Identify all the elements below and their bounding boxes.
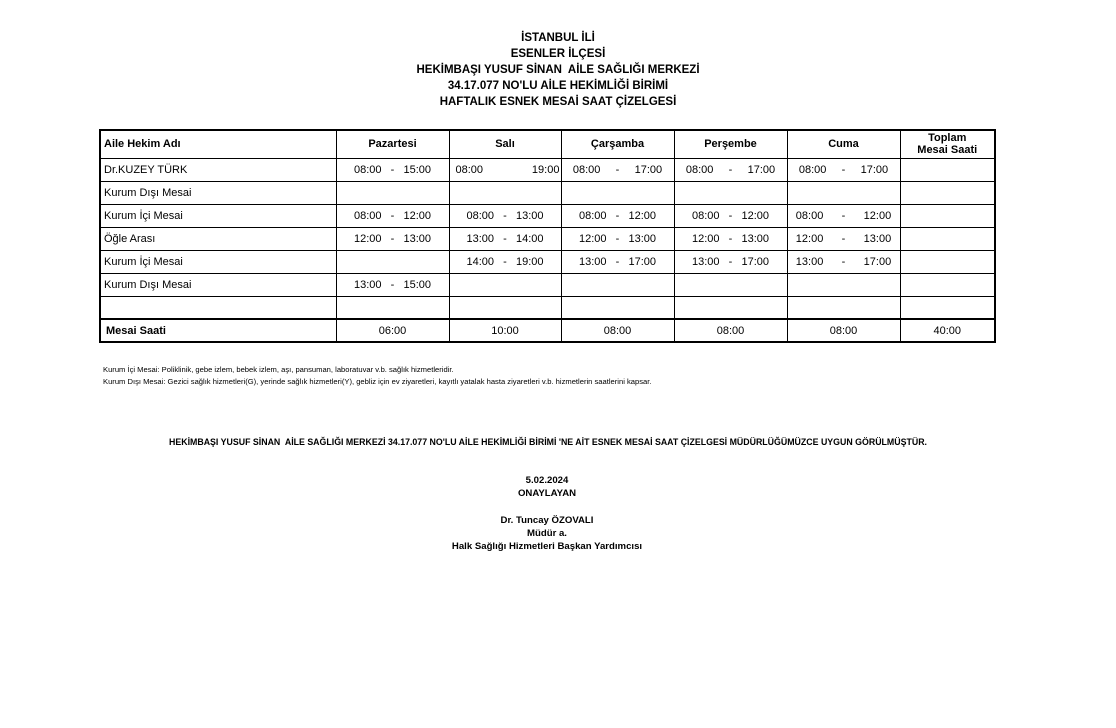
table-cell (449, 273, 561, 296)
header-health-center: HEKİMBAŞI YUSUF SİNAN AİLE SAĞLIĞI MERKEZİ (416, 64, 700, 76)
column-header-monday: Pazartesi (336, 130, 449, 158)
schedule-table (99, 129, 996, 343)
total-cell: 40:00 (900, 319, 995, 342)
row-label: Kurum İçi Mesai (100, 250, 336, 273)
total-cell: 08:00 (674, 319, 787, 342)
total-cell: 08:00 (787, 319, 900, 342)
signature-block (0, 474, 1094, 553)
table-cell (787, 296, 900, 319)
signer-name: Dr. Tuncay ÖZOVALI (500, 515, 594, 526)
row-label: Dr.KUZEY TÜRK (100, 158, 336, 181)
table-cell: 12:00 - 13:00 (561, 227, 674, 250)
signer-position: Halk Sağlığı Hizmetleri Başkan Yardımcısı (451, 541, 643, 552)
footnote-external-hours: Kurum Dışı Mesai: Gezici sağlık hizmetleri(G), yerinde sağlık hizmetleri(Y), gebliz için ev ziyaretleri, kayıtlı yatalak hasta ziyaretleri v.b. hizmetlerin saatlerini kapsar. (103, 377, 652, 386)
table-cell: 08:00 - 12:00 (561, 204, 674, 227)
row-label: Öğle Arası (100, 227, 336, 250)
table-cell (449, 181, 561, 204)
table-cell (674, 181, 787, 204)
approval-statement: HEKİMBAŞI YUSUF SİNAN AİLE SAĞLIĞI MERKEZİ 34.17.077 NO'LU AİLE HEKİMLİĞİ BİRİMİ 'NE AİT ESNEK MESAİ SAAT ÇİZELGESİ MÜDÜRLÜĞÜMÜZCE UYGUN GÖRÜLMÜŞTÜR. (169, 437, 927, 447)
header-unit: 34.17.077 NO'LU AİLE HEKİMLİĞİ BİRİMİ (447, 80, 669, 92)
table-cell: 08:00 - 12:00 (787, 204, 900, 227)
column-header-tuesday: Salı (449, 130, 561, 158)
table-cell: 08:00 - 13:00 (449, 204, 561, 227)
table-cell (787, 273, 900, 296)
row-label: Kurum Dışı Mesai (100, 273, 336, 296)
approver-role: ONAYLAYAN (517, 488, 577, 499)
table-row (100, 204, 995, 227)
table-cell (336, 250, 449, 273)
table-cell: 13:00 - 14:00 (449, 227, 561, 250)
table-cell: 08:00 - 15:00 (336, 158, 449, 181)
footnotes (103, 364, 651, 388)
table-cell: 12:00 - 13:00 (787, 227, 900, 250)
table-cell: 08:00 19:00 (449, 158, 561, 181)
total-cell: 06:00 (336, 319, 449, 342)
signer-title: Müdür a. (527, 528, 567, 539)
row-label: Kurum Dışı Mesai (100, 181, 336, 204)
column-header-thursday: Perşembe (674, 130, 787, 158)
table-cell (336, 296, 449, 319)
table-cell (674, 296, 787, 319)
row-label (100, 296, 336, 319)
table-cell: 08:00 - 12:00 (674, 204, 787, 227)
table-cell (900, 158, 995, 181)
row-label: Kurum İçi Mesai (100, 204, 336, 227)
table-cell (900, 273, 995, 296)
total-cell: 10:00 (449, 319, 561, 342)
table-cell (900, 204, 995, 227)
table-row (100, 250, 995, 273)
table-row (100, 227, 995, 250)
approval-date: 5.02.2024 (525, 475, 569, 486)
header-province: İSTANBUL İLİ (521, 32, 595, 44)
table-cell (900, 181, 995, 204)
table-cell: 14:00 - 19:00 (449, 250, 561, 273)
table-row (100, 296, 995, 319)
total-cell: 08:00 (561, 319, 674, 342)
table-cell: 13:00 - 15:00 (336, 273, 449, 296)
table-cell (561, 273, 674, 296)
table-cell: 13:00 - 17:00 (674, 250, 787, 273)
table-cell: 12:00 - 13:00 (336, 227, 449, 250)
table-cell: 13:00 - 17:00 (787, 250, 900, 273)
document-header (0, 30, 1116, 110)
column-header-friday: Cuma (787, 130, 900, 158)
table-cell (561, 181, 674, 204)
column-header-total: Toplam Mesai Saati (900, 130, 995, 158)
table-cell (674, 273, 787, 296)
table-cell (900, 250, 995, 273)
table-cell (449, 296, 561, 319)
total-row-label: Mesai Saati (100, 319, 336, 342)
table-header-row (100, 130, 995, 158)
table-cell: 12:00 - 13:00 (674, 227, 787, 250)
table-row (100, 273, 995, 296)
table-cell (336, 181, 449, 204)
header-schedule-title: HAFTALIK ESNEK MESAİ SAAT ÇİZELGESİ (439, 96, 677, 108)
column-header-doctor: Aile Hekim Adı (100, 130, 336, 158)
table-cell (561, 296, 674, 319)
table-cell: 08:00 - 12:00 (336, 204, 449, 227)
table-row (100, 181, 995, 204)
table-cell: 08:00 - 17:00 (787, 158, 900, 181)
table-row (100, 158, 995, 181)
table-cell (900, 296, 995, 319)
header-district: ESENLER İLÇESİ (510, 48, 606, 60)
table-cell (900, 227, 995, 250)
table-cell: 13:00 - 17:00 (561, 250, 674, 273)
table-cell: 08:00 - 17:00 (674, 158, 787, 181)
table-cell (787, 181, 900, 204)
column-header-wednesday: Çarşamba (561, 130, 674, 158)
total-row (100, 319, 995, 342)
table-cell: 08:00 - 17:00 (561, 158, 674, 181)
footnote-internal-hours: Kurum İçi Mesai: Poliklinik, gebe izlem, bebek izlem, aşı, pansuman, laboratuvar v.b. sağlık hizmetleridir. (103, 365, 454, 374)
